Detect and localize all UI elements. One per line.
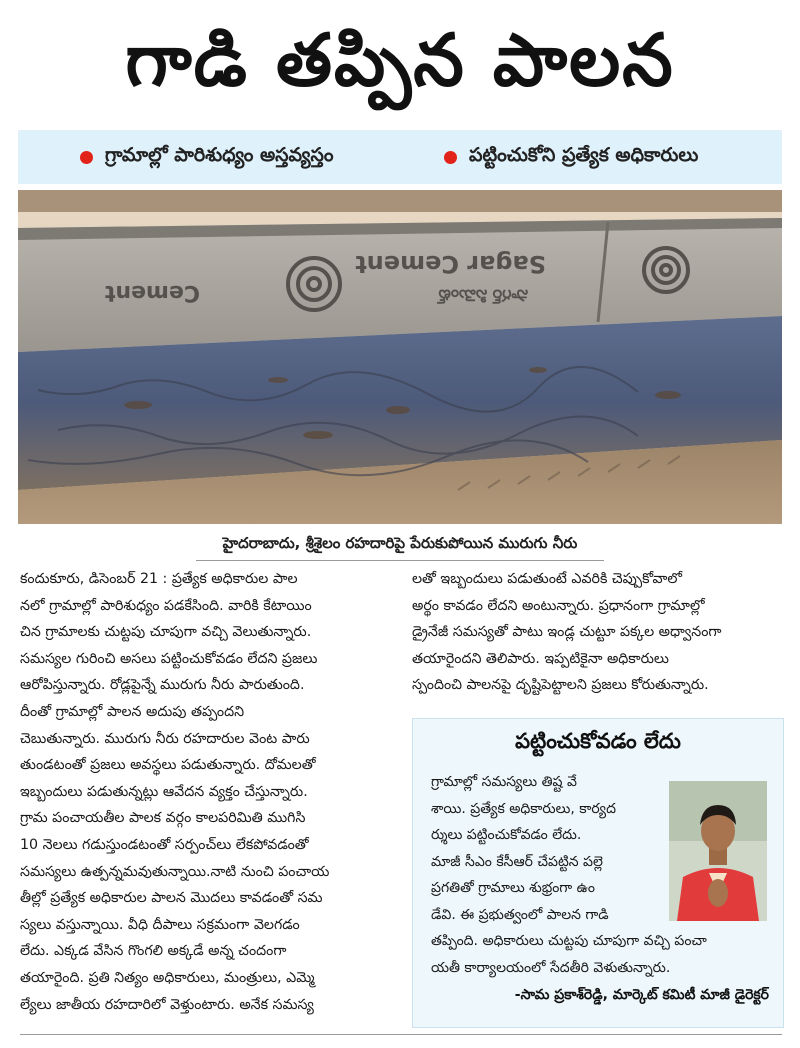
article-line: లేదు. ఎక్కడ వేసిన గొంగలి అక్కడే అన్న చందంగా <box>20 943 287 960</box>
article-line: డ్రైనేజీ సమస్యతో పాటు ఇండ్ల చుట్టూ పక్కల అధ్వానంగా <box>412 624 722 641</box>
caption-rule <box>196 560 604 561</box>
wall-text-2: Sagar Cement <box>355 250 546 278</box>
article-line: లతో ఇబ్బందులు పడుతుంటే ఎవరికి చెప్పుకోవాలో <box>412 571 682 587</box>
article-line: కందుకూరు, డిసెంబర్ 21 : ప్రత్యేక అధికారుల పాల <box>20 571 298 587</box>
bullet-icon <box>444 151 457 164</box>
subheadline-bar <box>18 130 782 184</box>
news-photo <box>18 190 782 524</box>
article-left-column <box>20 566 394 1018</box>
article-line: ఇబ్బందులు పడుతున్నట్లు ఆవేదన వ్యక్తం చేస్తున్నారు. <box>20 783 308 800</box>
quote-line: గ్రామాల్లో సమస్యలు తిష్ట వే <box>431 774 577 790</box>
article-line: అర్థం కావడం లేదని అంటున్నారు. ప్రధానంగా గ్రామాల్లో <box>412 597 705 614</box>
quote-line: ర్శులు పట్టించుకోవడం లేదు. <box>431 827 582 843</box>
quote-line: డేవి. ఈ ప్రభుత్వంలో పాలన గాడి <box>431 906 609 923</box>
subheadline-1-text: గ్రామాల్లో పారిశుధ్యం అస్తవ్యస్తం <box>105 143 334 166</box>
quote-signature: -సామ ప్రకాశ్‌రెడ్డి, మార్కెట్ కమిటీ మాజీ డైరెక్టర్ <box>514 987 769 1003</box>
quote-line: యతీ కార్యాలయంలో సేదతీరి వెళుతున్నారు. <box>431 959 671 976</box>
article-line: 10 నెలలు గడుస్తుండటంతో సర్పంచ్‌లు లేకపోవడంతో <box>20 836 309 853</box>
article-line: సమస్యలు ఉత్పన్నమవుతున్నాయి.నాటి నుంచి పంచాయ <box>20 863 330 880</box>
article-line: తుండటంతో ప్రజలు అవస్థలు పడుతున్నారు. దోమలతో <box>20 757 316 774</box>
article-line: స్యలు వస్తున్నాయి. వీధి దీపాలు సక్రమంగా వెలగడం <box>20 916 300 933</box>
article-line: చిన గ్రామాలకు చుట్టపు చూపుగా వచ్చి వెలుతున్నారు. <box>20 624 312 641</box>
article-right-column <box>412 566 782 699</box>
portrait-photo <box>669 781 767 921</box>
quote-box <box>412 718 784 1028</box>
quote-line: ప్రగతితో గ్రామాలు శుభ్రంగా ఉం <box>431 880 595 896</box>
article-line: గ్రామ పంచాయతీల పాలక వర్గం కాలపరిమితి ముగిసి <box>20 810 306 827</box>
subheadline-2 <box>444 144 698 171</box>
quote-line: తప్పింది. అధికారులు చుట్టపు చూపుగా వచ్చి పంచా <box>431 933 707 949</box>
article-line: తీల్లో ప్రత్యేక అధికారుల పాలన మొదలు కావడంతో సమ <box>20 890 323 907</box>
quote-box-title: పట్టించుకోవడం లేదు <box>515 729 681 753</box>
bullet-icon <box>80 151 93 164</box>
article-line: ల్యేలు జాతీయ రహదారిలో వెళ్తుంటారు. అనేక సమస్య <box>20 996 314 1013</box>
article-line: దీంతో గ్రామాల్లో పాలన అదుపు తప్పందని <box>20 703 245 720</box>
subheadline-2-text: పట్టించుకోని ప్రత్యేక అధికారులు <box>469 143 699 166</box>
wall-text-1: Cement <box>104 280 200 305</box>
article-line: ఆరోపిస్తున్నారు. రోడ్లపైన్నే మురుగు నీరు పారుతుంది. <box>20 677 305 694</box>
bottom-rule <box>20 1034 782 1035</box>
article-line: చెబుతున్నారు. మురుగు నీరు రహదారుల వెంట పారు <box>20 730 310 747</box>
article-line: నలో గ్రామాల్లో పారిశుధ్యం పడకేసింది. వారికి కేటాయిం <box>20 597 312 614</box>
photo-caption: హైదరాబాదు, శ్రీశైలం రహదారిపై పేరుకుపోయిన మురుగు నీరు <box>222 534 578 552</box>
wall-text-3: సాగర్ సిమెంట్ <box>438 286 528 305</box>
article-line: తయారైంది. ప్రతి నిత్యం అధికారులు, మంత్రులు, ఎమ్మె <box>20 969 315 986</box>
article-line: తయారైందని తెలిపారు. ఇప్పటికైనా అధికారులు <box>412 650 669 667</box>
article-line: స్పందించి పాలనపై దృష్టిపెట్టాలని ప్రజలు కోరుతున్నారు. <box>412 677 709 694</box>
subheadline-1 <box>80 144 333 171</box>
headline: గాడి తప్పిన పాలన <box>125 18 675 102</box>
article-line: సమస్యల గురించి అసలు పట్టించుకోవడం లేదని ప్రజలు <box>20 650 318 667</box>
quote-line: శాయి. ప్రత్యేక అధికారులు, కార్యద <box>431 800 616 817</box>
quote-line: మాజీ సీఎం కేసీఆర్ చేపట్టిన పల్లె <box>431 853 603 870</box>
